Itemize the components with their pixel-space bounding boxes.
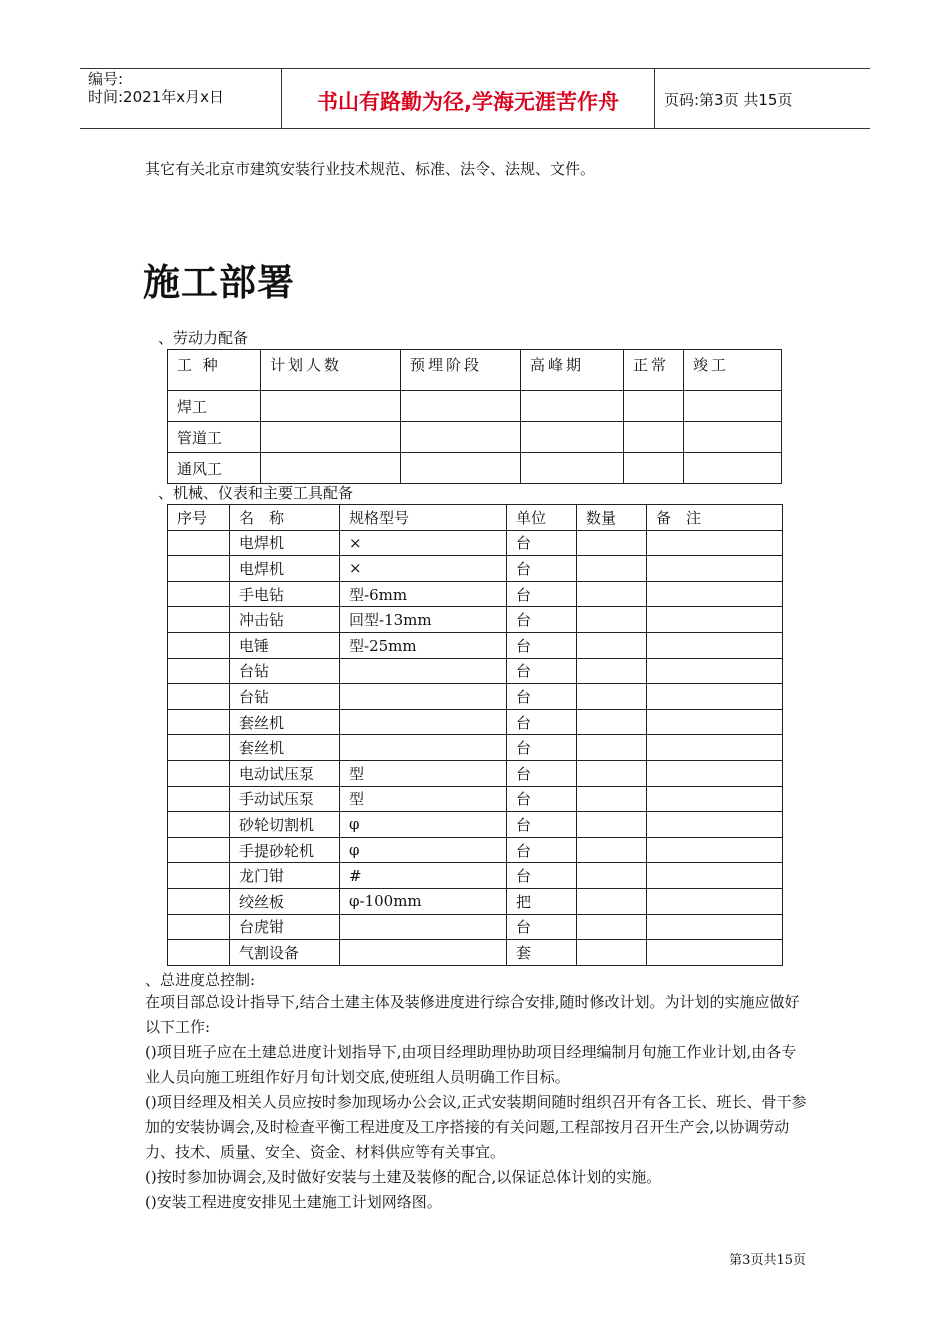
header-top-rule	[80, 68, 870, 69]
table-cell: 台	[507, 786, 577, 812]
table-cell: 台钻	[230, 658, 340, 684]
paragraph: ()安装工程进度安排见土建施工计划网络图。	[145, 1193, 442, 1211]
table-cell	[647, 607, 783, 633]
table-header-row	[168, 350, 782, 391]
table-cell: #	[340, 863, 507, 889]
table-cell	[261, 453, 401, 484]
table-cell	[647, 709, 783, 735]
table-cell: 手动试压泵	[230, 786, 340, 812]
table-cell	[647, 735, 783, 761]
column-header: 名 称	[230, 505, 340, 531]
table-cell	[401, 391, 521, 422]
table-cell: 台	[507, 760, 577, 786]
table-cell	[647, 863, 783, 889]
table-cell	[647, 760, 783, 786]
paragraph: ()按时参加协调会,及时做好安装与土建及装修的配合,以保证总体计划的实施。	[145, 1168, 662, 1186]
table-cell: 电焊机	[230, 556, 340, 582]
table-cell: 手电钻	[230, 581, 340, 607]
column-header: 数量	[577, 505, 647, 531]
table-cell	[647, 837, 783, 863]
table-cell: 电动试压泵	[230, 760, 340, 786]
table-cell: 台	[507, 658, 577, 684]
column-header: 工 种	[168, 350, 261, 391]
column-header: 预埋阶段	[401, 350, 521, 391]
table-row	[168, 863, 783, 889]
table-cell: 电锤	[230, 632, 340, 658]
table-cell: 台	[507, 837, 577, 863]
table-cell	[684, 391, 782, 422]
table-header-row	[168, 505, 783, 531]
table-cell	[577, 581, 647, 607]
table-cell	[577, 556, 647, 582]
table-cell	[647, 888, 783, 914]
table-cell	[168, 607, 230, 633]
table-cell: 焊工	[168, 391, 261, 422]
table-cell	[168, 684, 230, 710]
page-footer: 第3页共15页	[729, 1253, 806, 1268]
table-cell: 龙门钳	[230, 863, 340, 889]
table-cell	[340, 658, 507, 684]
table-cell	[168, 914, 230, 940]
table-cell: 台	[507, 607, 577, 633]
table-cell: 砂轮切割机	[230, 812, 340, 838]
table-cell: 冲击钻	[230, 607, 340, 633]
table-cell	[684, 422, 782, 453]
labor-table	[167, 349, 782, 484]
table-cell	[168, 812, 230, 838]
table-row	[168, 940, 783, 966]
column-header: 竣工	[684, 350, 782, 391]
table-row	[168, 684, 783, 710]
table-cell: 型-25mm	[340, 632, 507, 658]
table-row	[168, 914, 783, 940]
header-motto: 书山有路勤为径,学海无涯苦作舟	[317, 90, 619, 114]
paragraph: ()项目班子应在土建总进度计划指导下,由项目经理助理协助项目经理编制月旬施工作业计划,由各专业人员向施工班组作好月旬计划交底,使班组人员明确工作目标。	[145, 1043, 797, 1086]
table-row	[168, 888, 783, 914]
table-cell	[521, 391, 624, 422]
labor-heading: 、劳动力配备	[158, 329, 249, 347]
table-cell: 套	[507, 940, 577, 966]
table-cell	[647, 940, 783, 966]
table-cell: 管道工	[168, 422, 261, 453]
table-cell	[577, 607, 647, 633]
intro-text: 其它有关北京市建筑安装行业技术规范、标准、法令、法规、文件。	[145, 160, 596, 178]
table-row	[168, 812, 783, 838]
table-cell	[168, 940, 230, 966]
table-cell: 把	[507, 888, 577, 914]
table-row	[168, 530, 783, 556]
table-cell	[577, 914, 647, 940]
column-header: 单位	[507, 505, 577, 531]
table-row	[168, 581, 783, 607]
table-cell	[577, 658, 647, 684]
table-cell: 台	[507, 709, 577, 735]
table-cell: 回型-13mm	[340, 607, 507, 633]
schedule-paragraphs	[145, 990, 810, 1215]
doc-date: 时间:2021年x月x日	[88, 88, 224, 106]
table-cell: ×	[340, 556, 507, 582]
table-cell	[340, 735, 507, 761]
table-cell: 台	[507, 632, 577, 658]
table-cell: 台	[507, 684, 577, 710]
table-cell	[647, 684, 783, 710]
table-cell	[521, 453, 624, 484]
table-cell: 台钻	[230, 684, 340, 710]
doc-number: 编号:	[88, 70, 124, 88]
paragraph: 在项目部总设计指导下,结合土建主体及装修进度进行综合安排,随时修改计划。为计划的实施应做好以下工作:	[145, 993, 800, 1036]
table-cell	[168, 632, 230, 658]
table-row	[168, 422, 782, 453]
table-cell: 台虎钳	[230, 914, 340, 940]
table-cell: 型	[340, 786, 507, 812]
table-cell	[261, 422, 401, 453]
table-cell	[577, 632, 647, 658]
table-cell: 台	[507, 581, 577, 607]
table-cell	[340, 914, 507, 940]
column-header: 规格型号	[340, 505, 507, 531]
table-cell	[647, 914, 783, 940]
table-cell	[577, 786, 647, 812]
table-cell: 套丝机	[230, 709, 340, 735]
table-cell	[684, 453, 782, 484]
table-cell	[624, 453, 684, 484]
paragraph: ()项目经理及相关人员应按时参加现场办公会议,正式安装期间随时组织召开有各工长、班长、骨干参加的安装协调会,及时检查平衡工程进度及工序搭接的有关问题,工程部按月召开生产会,以协调劳动力、技术、质量、安全、资金、材料供应等有关事宜。	[145, 1093, 807, 1161]
column-header: 正常	[624, 350, 684, 391]
table-cell: 电焊机	[230, 530, 340, 556]
table-cell	[647, 812, 783, 838]
table-cell: ×	[340, 530, 507, 556]
table-cell	[168, 888, 230, 914]
table-row	[168, 658, 783, 684]
table-cell	[168, 530, 230, 556]
column-header: 序号	[168, 505, 230, 531]
table-cell	[261, 391, 401, 422]
table-row	[168, 709, 783, 735]
table-cell	[577, 684, 647, 710]
table-cell	[168, 709, 230, 735]
table-cell	[577, 888, 647, 914]
table-cell: 通风工	[168, 453, 261, 484]
table-cell: 手提砂轮机	[230, 837, 340, 863]
table-cell: 台	[507, 556, 577, 582]
table-cell	[340, 940, 507, 966]
table-cell: φ	[340, 837, 507, 863]
table-cell	[577, 940, 647, 966]
table-cell	[401, 422, 521, 453]
header-divider	[654, 68, 655, 129]
header-bottom-rule	[80, 128, 870, 129]
table-cell	[577, 760, 647, 786]
table-cell	[577, 812, 647, 838]
table-cell	[577, 735, 647, 761]
table-cell	[647, 556, 783, 582]
column-header: 备 注	[647, 505, 783, 531]
table-cell: 台	[507, 863, 577, 889]
table-row	[168, 632, 783, 658]
table-cell	[521, 422, 624, 453]
table-cell: 台	[507, 812, 577, 838]
table-cell: 型-6mm	[340, 581, 507, 607]
table-row	[168, 391, 782, 422]
table-cell	[168, 735, 230, 761]
table-cell	[624, 391, 684, 422]
table-cell: 绞丝板	[230, 888, 340, 914]
table-cell	[168, 760, 230, 786]
header-divider	[281, 68, 282, 129]
schedule-heading: 、总进度总控制:	[145, 971, 256, 989]
table-cell	[168, 581, 230, 607]
table-cell: φ-100mm	[340, 888, 507, 914]
table-cell: 台	[507, 735, 577, 761]
section-title: 施工部署	[143, 261, 295, 304]
column-header: 计划人数	[261, 350, 401, 391]
equipment-heading: 、机械、仪表和主要工具配备	[158, 484, 354, 502]
table-cell: φ	[340, 812, 507, 838]
table-row	[168, 837, 783, 863]
table-cell	[168, 837, 230, 863]
table-cell	[168, 863, 230, 889]
table-cell	[647, 581, 783, 607]
table-row	[168, 735, 783, 761]
header-meta	[88, 70, 224, 106]
table-cell	[168, 786, 230, 812]
table-cell	[168, 658, 230, 684]
header-page-number: 页码:第3页 共15页	[664, 91, 793, 109]
table-row	[168, 607, 783, 633]
column-header: 高峰期	[521, 350, 624, 391]
table-cell	[168, 556, 230, 582]
table-row	[168, 786, 783, 812]
table-cell	[401, 453, 521, 484]
table-cell	[577, 709, 647, 735]
table-cell	[647, 786, 783, 812]
table-cell	[647, 632, 783, 658]
equipment-table	[167, 504, 783, 966]
table-cell	[577, 530, 647, 556]
table-cell: 气割设备	[230, 940, 340, 966]
table-cell: 套丝机	[230, 735, 340, 761]
table-cell	[340, 709, 507, 735]
table-cell	[577, 837, 647, 863]
table-cell	[577, 863, 647, 889]
table-row	[168, 760, 783, 786]
table-cell: 台	[507, 914, 577, 940]
table-row	[168, 556, 783, 582]
table-row	[168, 453, 782, 484]
table-cell: 台	[507, 530, 577, 556]
table-cell: 型	[340, 760, 507, 786]
table-cell	[647, 530, 783, 556]
table-cell	[624, 422, 684, 453]
table-cell	[647, 658, 783, 684]
table-cell	[340, 684, 507, 710]
